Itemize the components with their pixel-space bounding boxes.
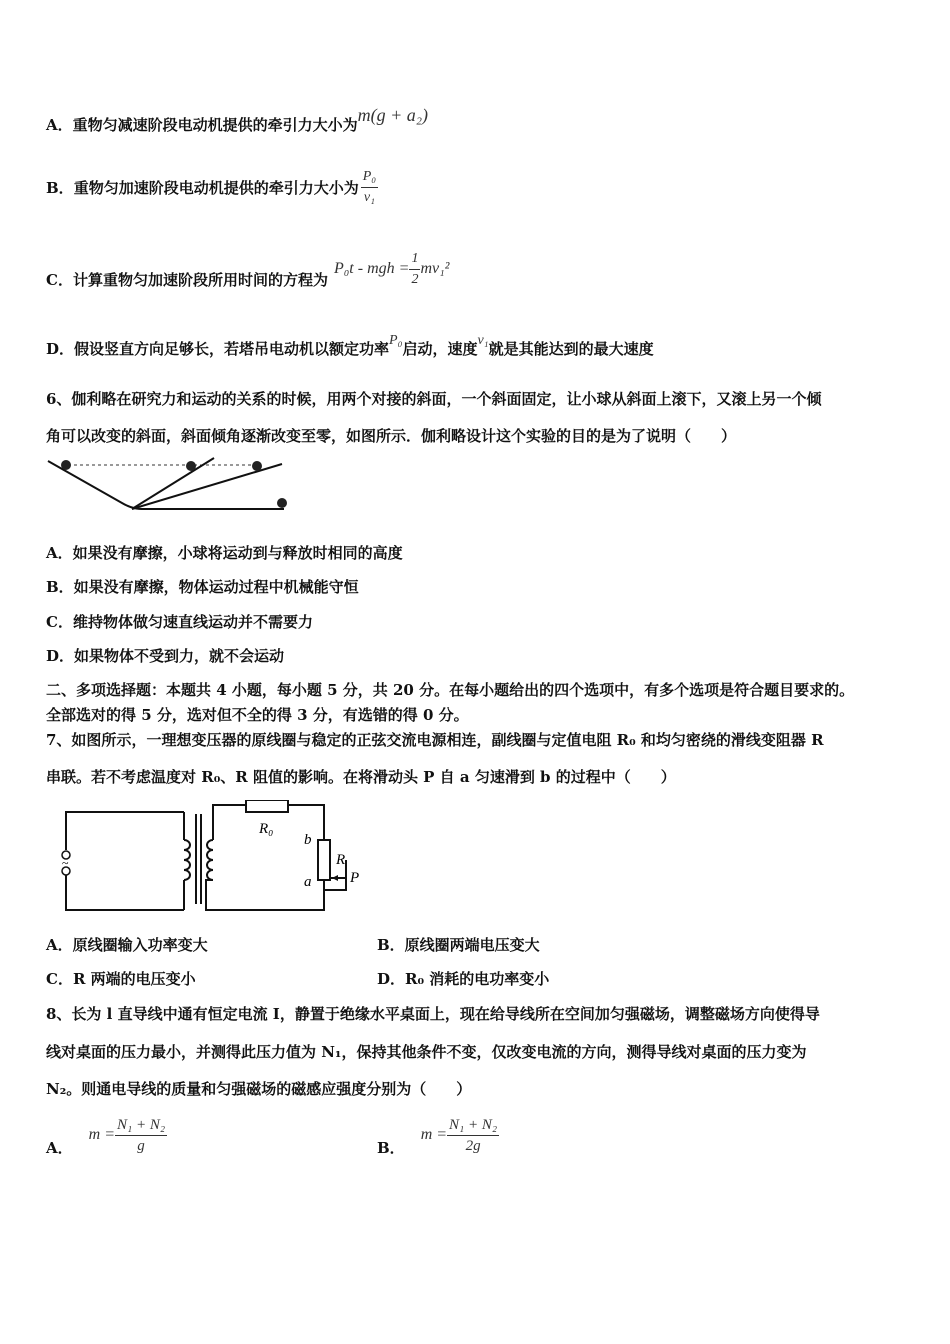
denominator: 2 (411, 271, 419, 287)
option-text: 重物匀加速阶段电动机提供的牵引力大小为 (73, 178, 359, 197)
terminal-b-label: b (304, 832, 312, 848)
q7-option-b: B．原线圈两端电压变大 (377, 936, 540, 954)
fraction (361, 167, 378, 208)
denominator: g (137, 1137, 145, 1154)
q8-stem-line3: N₂。则通电导线的质量和匀强磁场的磁感应强度分别为（ ） (46, 1080, 472, 1098)
resistor-r0-label: R₀ (259, 821, 274, 837)
q7-stem-line1: 7、如图所示，一理想变压器的原线圈与稳定的正弦交流电源相连，副线圈与定值电阻 R₀ 和均匀密绕的滑线变阻器 R (46, 731, 824, 749)
q6-stem-line1: 6、伽利略在研究力和运动的关系的时候，用两个对接的斜面，一个斜面固定，让小球从斜面上滚下，又滚上另一个倾 (46, 390, 822, 408)
numerator: N₁ + N₂ (115, 1115, 167, 1136)
denominator: v₁ (363, 189, 375, 205)
fraction (447, 1115, 499, 1156)
symbol: v₁ (477, 333, 489, 348)
transformer-circuit-figure (56, 800, 366, 918)
option-label: A． (46, 116, 73, 134)
q5-option-c (46, 244, 449, 294)
section2-heading-line1: 二、多项选择题：本题共 4 小题，每小题 5 分，共 20 分。在每小题给出的四个选项中，有多个选项是符合题目要求的。 (46, 681, 855, 699)
option-text: 假设竖直方向足够长，若塔吊电动机以额定功率 (74, 340, 390, 358)
formula-right: mv₁² (420, 260, 450, 277)
denominator: 2g (465, 1137, 481, 1154)
rheostat-r-label: R (336, 852, 346, 868)
formula-left: m = (420, 1126, 448, 1143)
formula-left: P₀t - mgh = (333, 260, 410, 277)
q8-option-a (46, 1110, 167, 1160)
option-label: C． (46, 270, 73, 289)
q5-option-a (46, 105, 429, 135)
formula: m(g + a₂) (357, 105, 429, 125)
inclined-planes-figure (44, 455, 294, 517)
option-text: 启动，速度 (402, 340, 478, 358)
fraction (115, 1115, 167, 1156)
numerator: P₀ (361, 167, 378, 188)
q8-stem-line1: 8、长为 l 直导线中通有恒定电流 I，静置于绝缘水平桌面上，现在给导线所在空间加匀强磁场，调整磁场方向使得导 (46, 1005, 820, 1023)
q8-option-b (377, 1110, 499, 1160)
q5-option-b (46, 162, 378, 212)
q8-stem-line2: 线对桌面的压力最小，并测得此压力值为 N₁，保持其他条件不变，仅改变电流的方向，测得导线对桌面的压力变为 (46, 1043, 807, 1061)
ac-source-symbol: ~ (62, 856, 69, 870)
slider-p-label: P (350, 870, 360, 886)
option-text: 就是其能达到的最大速度 (488, 340, 654, 358)
section2-heading-line2: 全部选对的得 5 分，选对但不全的得 3 分，有选错的得 0 分。 (46, 706, 469, 724)
q7-option-d: D．R₀ 消耗的电功率变小 (377, 970, 550, 988)
symbol: P₀ (389, 333, 403, 348)
q6-option-a: A．如果没有摩擦，小球将运动到与释放时相同的高度 (46, 544, 403, 562)
numerator: N₁ + N₂ (447, 1115, 499, 1136)
formula-left: m = (88, 1126, 115, 1143)
option-label: A． (46, 1138, 73, 1157)
q6-option-b: B．如果没有摩擦，物体运动过程中机械能守恒 (46, 578, 359, 596)
q6-option-c: C．维持物体做匀速直线运动并不需要力 (46, 613, 313, 631)
q6-option-d: D．如果物体不受到力，就不会运动 (46, 647, 285, 665)
option-label: B． (377, 1138, 405, 1157)
q6-stem-line2: 角可以改变的斜面，斜面倾角逐渐改变至零，如图所示．伽利略设计这个实验的目的是为了说明（ ） (46, 427, 737, 445)
option-text: 计算重物匀加速阶段所用时间的方程为 (72, 270, 328, 289)
q7-stem-line2: 串联。若不考虑温度对 R₀、R 阻值的影响。在将滑动头 P 自 a 匀速滑到 b 的过程中（ ） (46, 768, 676, 786)
option-label: D． (46, 340, 75, 358)
q7-option-a: A．原线圈输入功率变大 (46, 936, 208, 954)
q5-option-d (46, 333, 654, 359)
q7-option-c: C．R 两端的电压变小 (46, 970, 196, 988)
fraction (409, 249, 420, 290)
numerator: 1 (409, 249, 420, 270)
option-text: 重物匀减速阶段电动机提供的牵引力大小为 (72, 116, 358, 134)
terminal-a-label: a (304, 874, 312, 890)
option-label: B． (46, 178, 74, 197)
